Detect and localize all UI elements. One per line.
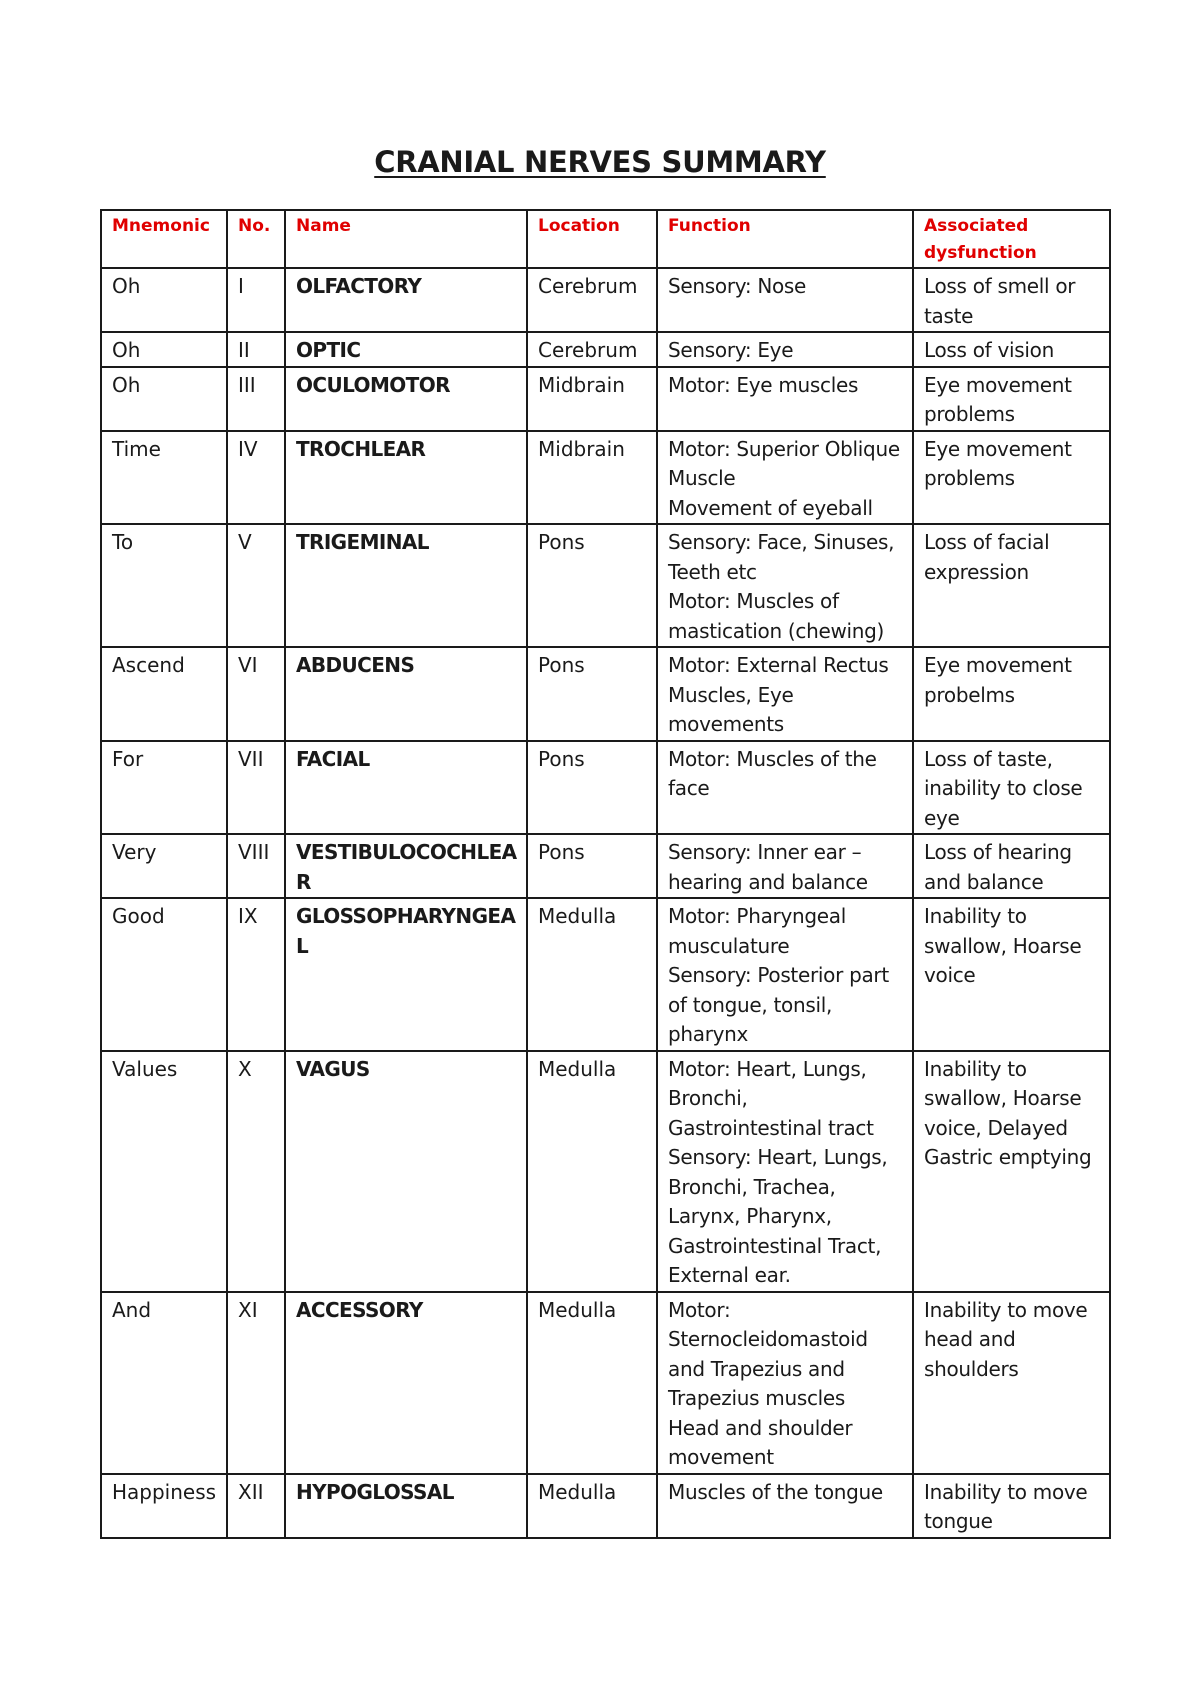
function-line: Motor: Eye muscles (668, 372, 859, 397)
location-cell: Pons (527, 741, 657, 835)
column-header-number: No. (227, 210, 285, 268)
function-line: Motor: Sternocleidomastoid and Trapezius and Trapezius muscles (668, 1297, 868, 1410)
nerve-number-cell: III (227, 367, 285, 431)
table-row (101, 647, 1110, 741)
nerve-name-cell: OLFACTORY (285, 268, 527, 332)
location-cell: Medulla (527, 898, 657, 1051)
mnemonic-cell: Happiness (101, 1474, 227, 1538)
dysfunction-cell: Loss of smell or taste (913, 268, 1110, 332)
nerve-name-cell: OCULOMOTOR (285, 367, 527, 431)
mnemonic-cell: Values (101, 1051, 227, 1292)
nerve-number-cell: VIII (227, 834, 285, 898)
nerve-name-cell: TROCHLEAR (285, 431, 527, 525)
table-row (101, 834, 1110, 898)
function-cell (657, 524, 913, 647)
function-cell (657, 898, 913, 1051)
nerve-name-cell: FACIAL (285, 741, 527, 835)
function-line: Sensory: Face, Sinuses, Teeth etc (668, 530, 895, 584)
function-line: Sensory: Eye (668, 338, 794, 362)
function-line: Muscles of the tongue (668, 1479, 883, 1504)
nerve-number-cell: IX (227, 898, 285, 1051)
location-cell: Cerebrum (527, 332, 657, 367)
function-cell (657, 834, 913, 898)
nerve-name-cell: OPTIC (285, 332, 527, 367)
mnemonic-cell: Oh (101, 268, 227, 332)
table-row (101, 1474, 1110, 1538)
function-cell (657, 1292, 913, 1474)
location-cell: Pons (527, 834, 657, 898)
nerve-number-cell: VI (227, 647, 285, 741)
table-row (101, 367, 1110, 431)
function-line: Motor: Heart, Lungs, Bronchi, Gastrointestinal tract (668, 1056, 874, 1140)
function-cell (657, 431, 913, 525)
function-line: Sensory: Posterior part of tongue, tonsil, pharynx (668, 963, 889, 1046)
column-header-function: Function (657, 210, 913, 268)
nerve-name-cell: ABDUCENS (285, 647, 527, 741)
column-header-name: Name (285, 210, 527, 268)
column-header-dysfunction: Associated dysfunction (913, 210, 1110, 268)
dysfunction-cell: Inability to move head and shoulders (913, 1292, 1110, 1474)
mnemonic-cell: And (101, 1292, 227, 1474)
nerve-name-cell: HYPOGLOSSAL (285, 1474, 527, 1538)
nerve-number-cell: IV (227, 431, 285, 525)
function-line: Motor: External Rectus Muscles, Eye movements (668, 653, 889, 736)
dysfunction-cell: Loss of vision (913, 332, 1110, 367)
function-cell (657, 647, 913, 741)
location-cell: Medulla (527, 1051, 657, 1292)
dysfunction-cell: Loss of taste, inability to close eye (913, 741, 1110, 835)
function-line: Sensory: Inner ear – hearing and balance (668, 840, 868, 894)
nerve-number-cell: II (227, 332, 285, 367)
nerve-number-cell: XII (227, 1474, 285, 1538)
nerve-name-cell: VESTIBULOCOCHLEAR (285, 834, 527, 898)
dysfunction-cell: Eye movement problems (913, 367, 1110, 431)
nerve-name-cell: TRIGEMINAL (285, 524, 527, 647)
table-row (101, 332, 1110, 367)
mnemonic-cell: Time (101, 431, 227, 525)
nerve-number-cell: XI (227, 1292, 285, 1474)
location-cell: Pons (527, 647, 657, 741)
function-cell (657, 1051, 913, 1292)
table-row (101, 431, 1110, 525)
nerve-name-cell: ACCESSORY (285, 1292, 527, 1474)
function-cell (657, 268, 913, 332)
page-title: CRANIAL NERVES SUMMARY (374, 145, 826, 179)
table-row (101, 524, 1110, 647)
location-cell: Medulla (527, 1292, 657, 1474)
nerve-number-cell: I (227, 268, 285, 332)
mnemonic-cell: Good (101, 898, 227, 1051)
location-cell: Cerebrum (527, 268, 657, 332)
table-body (101, 268, 1110, 1538)
nerve-number-cell: VII (227, 741, 285, 835)
mnemonic-cell: Very (101, 834, 227, 898)
column-header-location: Location (527, 210, 657, 268)
dysfunction-cell: Inability to swallow, Hoarse voice (913, 898, 1110, 1051)
mnemonic-cell: Oh (101, 367, 227, 431)
function-line: Motor: Pharyngeal musculature (668, 904, 846, 958)
table-row (101, 1051, 1110, 1292)
dysfunction-cell: Eye movement probelms (913, 647, 1110, 741)
nerve-name-cell: VAGUS (285, 1051, 527, 1292)
mnemonic-cell: To (101, 524, 227, 647)
location-cell: Midbrain (527, 431, 657, 525)
location-cell: Midbrain (527, 367, 657, 431)
function-cell (657, 332, 913, 367)
function-cell (657, 367, 913, 431)
function-line: Sensory: Heart, Lungs, Bronchi, Trachea, Larynx, Pharynx, Gastrointestinal Tract, External ear. (668, 1145, 888, 1287)
nerve-number-cell: X (227, 1051, 285, 1292)
cranial-nerves-table (100, 209, 1111, 1539)
nerve-name-cell: GLOSSOPHARYNGEAL (285, 898, 527, 1051)
mnemonic-cell: For (101, 741, 227, 835)
column-header-mnemonic: Mnemonic (101, 210, 227, 268)
nerve-number-cell: V (227, 524, 285, 647)
location-cell: Pons (527, 524, 657, 647)
dysfunction-cell: Loss of facial expression (913, 524, 1110, 647)
function-line: Sensory: Nose (668, 274, 807, 298)
dysfunction-cell: Inability to move tongue (913, 1474, 1110, 1538)
function-cell (657, 741, 913, 835)
table-row (101, 268, 1110, 332)
table-header-row (101, 210, 1110, 268)
mnemonic-cell: Oh (101, 332, 227, 367)
table-row (101, 741, 1110, 835)
function-line: Motor: Muscles of mastication (chewing) (668, 589, 885, 643)
table-row (101, 1292, 1110, 1474)
location-cell: Medulla (527, 1474, 657, 1538)
function-line: Motor: Muscles of the face (668, 746, 877, 800)
mnemonic-cell: Ascend (101, 647, 227, 741)
dysfunction-cell: Loss of hearing and balance (913, 834, 1110, 898)
function-line: Motor: Superior Oblique Muscle (668, 436, 900, 490)
dysfunction-cell: Eye movement problems (913, 431, 1110, 525)
dysfunction-cell: Inability to swallow, Hoarse voice, Delayed Gastric emptying (913, 1051, 1110, 1292)
function-line: Head and shoulder movement (668, 1415, 853, 1469)
function-line: Movement of eyeball (668, 495, 873, 520)
table-row (101, 898, 1110, 1051)
function-cell (657, 1474, 913, 1538)
